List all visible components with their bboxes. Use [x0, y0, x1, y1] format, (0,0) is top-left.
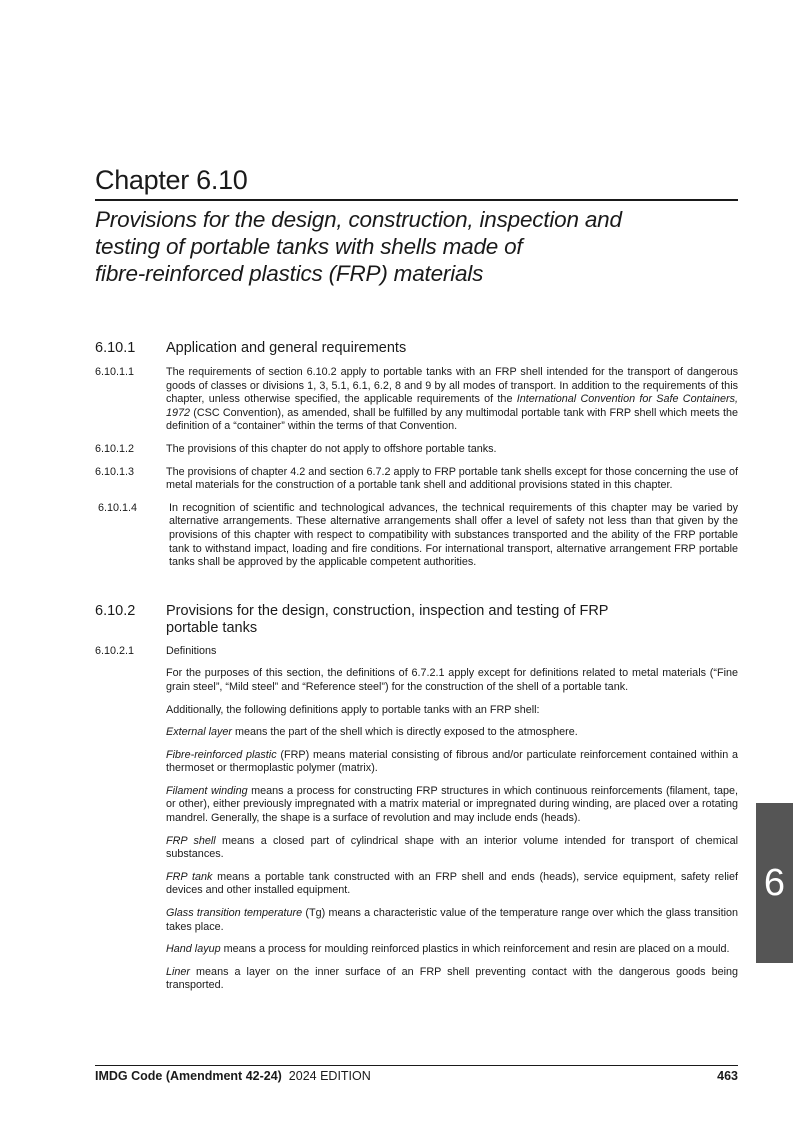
definition-external-layer: [166, 726, 738, 740]
paragraph-text: [166, 366, 738, 434]
definition-term: Filament winding: [166, 784, 248, 797]
definition-hand-layup: [166, 943, 738, 957]
paragraph-number: 6.10.1.2: [95, 442, 135, 455]
section-title-line-2: portable tanks: [166, 619, 258, 636]
convention-title: International Convention for Safe Containers, 1972: [166, 393, 738, 419]
subsection-title: Definitions: [166, 644, 217, 657]
definition-text: means a process for moulding reinforced plastics in which reinforcement and resin are placed on a mould.: [220, 943, 730, 956]
chapter-rule: [95, 199, 738, 201]
section-title-line-1: Provisions for the design, construction, inspection and testing of FRP: [166, 602, 609, 619]
definition-term: Liner: [166, 965, 191, 978]
definition-term: External layer: [166, 726, 233, 739]
section-heading-6-10-2: [95, 603, 738, 637]
paragraph-number: 6.10.2.1: [95, 644, 135, 657]
chapter-title: Chapter 6.10: [95, 165, 248, 195]
footer-publication: [95, 1069, 371, 1083]
definition-text: means a portable tank constructed with an FRP shell and ends (heads), service equipment, safety relief devices and other installed equipment.: [166, 870, 738, 897]
paragraph-6-10-1-2: [95, 443, 738, 457]
definitions-intro-additional: Additionally, the following definitions apply to portable tanks with an FRP shell:: [166, 703, 540, 716]
section-title: [166, 603, 738, 637]
text-run: The requirements of section 6.10.2 apply to portable tanks with an FRP shell intended for the transport of dangerous goods of classes or divisions 1, 3, 5.1, 6.1, 6.2, 8 and 9 by all modes of transport. In addition to the requirements of this chapter, unless otherwise specified, the applicable requirements of the: [166, 366, 738, 406]
chapter-thumb-tab: 6: [756, 803, 793, 963]
page-number: 463: [717, 1069, 738, 1083]
definition-liner: [166, 966, 738, 993]
section-number: 6.10.1: [95, 340, 136, 356]
text-run: (CSC Convention), as amended, shall be fulfilled by any multimodal portable tank with FRP shell which meets the definition of a “container” within the terms of that Convention.: [166, 406, 738, 433]
paragraph-6-10-1-4: [95, 502, 738, 570]
definition-text: means a closed part of cylindrical shape with an interior volume intended for transport of chemical substances.: [166, 834, 738, 861]
definition-glass-transition-temperature: [166, 907, 738, 934]
definition-text: (Tg) means a characteristic value of the temperature range over which the glass transition takes place.: [166, 907, 738, 933]
definition-term: FRP shell: [166, 834, 216, 847]
paragraph-6-10-1-3: [95, 466, 738, 493]
definition-fibre-reinforced-plastic: [166, 749, 738, 776]
definition-text: means a layer on the inner surface of an FRP shell preventing contact with the dangerous goods being transported.: [166, 965, 738, 992]
paragraph-text: The provisions of chapter 4.2 and section 6.7.2 apply to FRP portable tank shells except for those concerning the use of metal materials for the construction of a portable tank shell and additional provisions stated in this chapter.: [166, 465, 738, 492]
chapter-subtitle: [95, 206, 735, 287]
section-heading-6-10-1: [95, 340, 738, 357]
paragraph-text: In recognition of scientific and technological advances, the technical requirements of this chapter may be varied by alternative arrangements. These alternative arrangements shall offer a level of safety not less than that given by the provisions of this chapter with respect to compatibility with substances transported and the ability of the FRP portable tank to withstand impact, loading and fire conditions. For international transport, alternative arrangement FRP portable tanks shall be approved by the applicable competent authorities.: [169, 501, 738, 569]
subtitle-line-1: Provisions for the design, construction, inspection and: [95, 207, 622, 232]
definition-filament-winding: [166, 785, 738, 826]
definition-term: Glass transition temperature: [166, 907, 303, 920]
definition-frp-tank: [166, 871, 738, 898]
definition-term: Fibre-reinforced plastic: [166, 748, 277, 761]
subsection-6-10-2-1: [95, 645, 738, 659]
paragraph-number: 6.10.1.3: [95, 465, 135, 478]
definition-term: Hand layup: [166, 943, 221, 956]
definition-term: FRP tank: [166, 870, 213, 883]
definition-frp-shell: [166, 835, 738, 862]
paragraph-6-10-1-1: [95, 366, 738, 434]
definitions-intro: For the purposes of this section, the definitions of 6.7.2.1 apply except for definitions related to metal materials (“Fine grain steel”, “Mild steel” and “Reference steel”) for the construction of the shell of a portable tank.: [166, 667, 738, 693]
definition-text: means the part of the shell which is directly exposed to the atmosphere.: [232, 726, 578, 739]
section-title: Application and general requirements: [166, 340, 407, 356]
footer-rule: [95, 1065, 738, 1066]
paragraph-number: 6.10.1.4: [98, 501, 138, 514]
section-number: 6.10.2: [95, 602, 136, 619]
subtitle-line-2: testing of portable tanks with shells made of: [95, 234, 523, 259]
page-footer: [95, 1069, 738, 1083]
paragraph-number: 6.10.1.1: [95, 366, 135, 378]
paragraph-text: The provisions of this chapter do not apply to offshore portable tanks.: [166, 442, 497, 455]
definition-text: means a process for constructing FRP structures in which continuous reinforcements (filament, tape, or other), either previously impregnated with a matrix material or impregnated during winding, are placed over a rotating mandrel. Generally, the shape is a surface of revolution and may include ends (heads).: [166, 784, 738, 825]
footer-code: IMDG Code (Amendment 42-24): [95, 1069, 282, 1083]
footer-edition: 2024 EDITION: [288, 1069, 371, 1083]
page-content: [95, 340, 738, 993]
subtitle-line-3: fibre-reinforced plastics (FRP) materials: [95, 261, 484, 286]
definition-text: (FRP) means material consisting of fibrous and/or particulate reinforcement contained within a thermoset or thermoplastic polymer (matrix).: [166, 748, 738, 775]
